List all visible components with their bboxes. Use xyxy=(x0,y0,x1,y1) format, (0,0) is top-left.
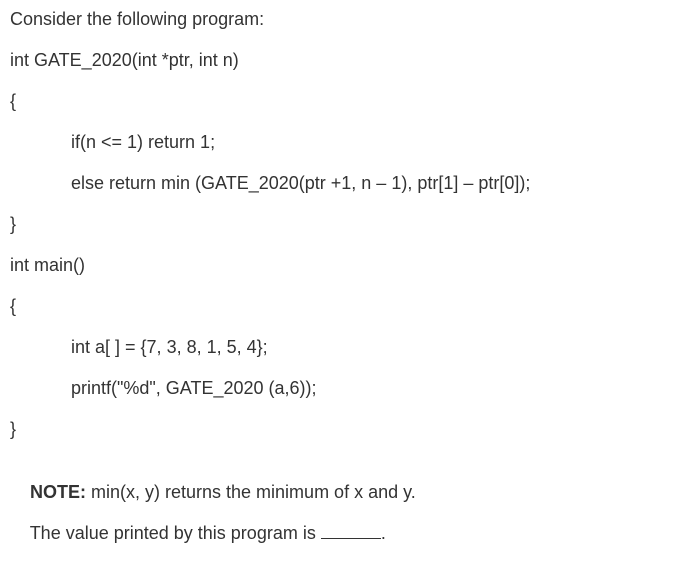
intro-text: Consider the following program: xyxy=(10,9,265,29)
prompt-text: The value printed by this program is xyxy=(29,523,321,543)
note-text: min(x, y) returns the minimum of x and y. xyxy=(86,482,416,502)
code-close-brace: } xyxy=(10,419,17,439)
code-array-line: int a[ ] = {7, 3, 8, 1, 5, 4}; xyxy=(71,337,268,357)
code-printf-line: printf("%d", GATE_2020 (a,6)); xyxy=(71,378,317,398)
code-open-brace: { xyxy=(10,91,17,111)
code-open-brace: { xyxy=(10,296,17,316)
code-function-signature: int GATE_2020(int *ptr, int n) xyxy=(10,50,239,70)
code-else-line: else return min (GATE_2020(ptr +1, n – 1), ptr[1] – ptr[0]); xyxy=(71,173,531,193)
code-main-signature: int main() xyxy=(10,255,86,275)
prompt-end: . xyxy=(380,523,386,543)
note-label: NOTE: xyxy=(30,482,87,502)
code-close-brace: } xyxy=(10,214,17,234)
code-if-line: if(n <= 1) return 1; xyxy=(71,132,216,152)
prompt-line xyxy=(10,500,386,566)
